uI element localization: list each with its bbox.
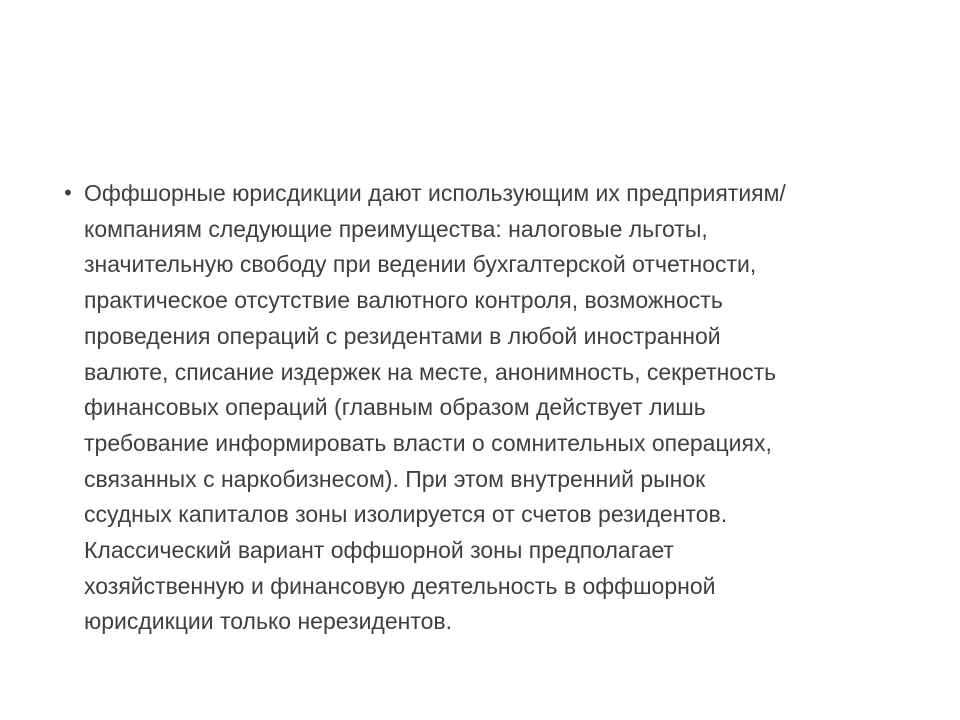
bullet-item — [55, 176, 895, 640]
text-line: валюте, списание издержек на месте, анонимность, секретность — [84, 358, 777, 385]
text-line: ссудных капиталов зоны изолируется от счетов резидентов. — [84, 501, 728, 528]
text-line: Оффшорные юрисдикции дают использующим их предприятиям/ — [84, 180, 786, 206]
bullet-text — [84, 176, 895, 640]
slide-body — [55, 176, 895, 640]
text-line: Классический вариант оффшорной зоны предполагает — [84, 537, 674, 564]
text-line: юрисдикции только нерезидентов. — [84, 608, 452, 635]
text-line: проведения операций с резидентами в любой иностранной — [84, 322, 721, 349]
text-line: хозяйственную и финансовую деятельность в оффшорной — [84, 572, 716, 599]
text-line: значительную свободу при ведении бухгалтерской отчетности, — [84, 251, 757, 278]
text-line: компаниям следующие преимущества: налоговые льготы, — [84, 215, 708, 242]
text-line: связанных с наркобизнесом). При этом внутренний рынок — [84, 465, 706, 492]
text-line: практическое отсутствие валютного контроля, возможность — [84, 287, 723, 314]
text-line: требование информировать власти о сомнительных операциях, — [84, 429, 772, 456]
bullet-icon: • — [62, 181, 74, 205]
text-line: финансовых операций (главным образом действует лишь — [84, 394, 706, 421]
